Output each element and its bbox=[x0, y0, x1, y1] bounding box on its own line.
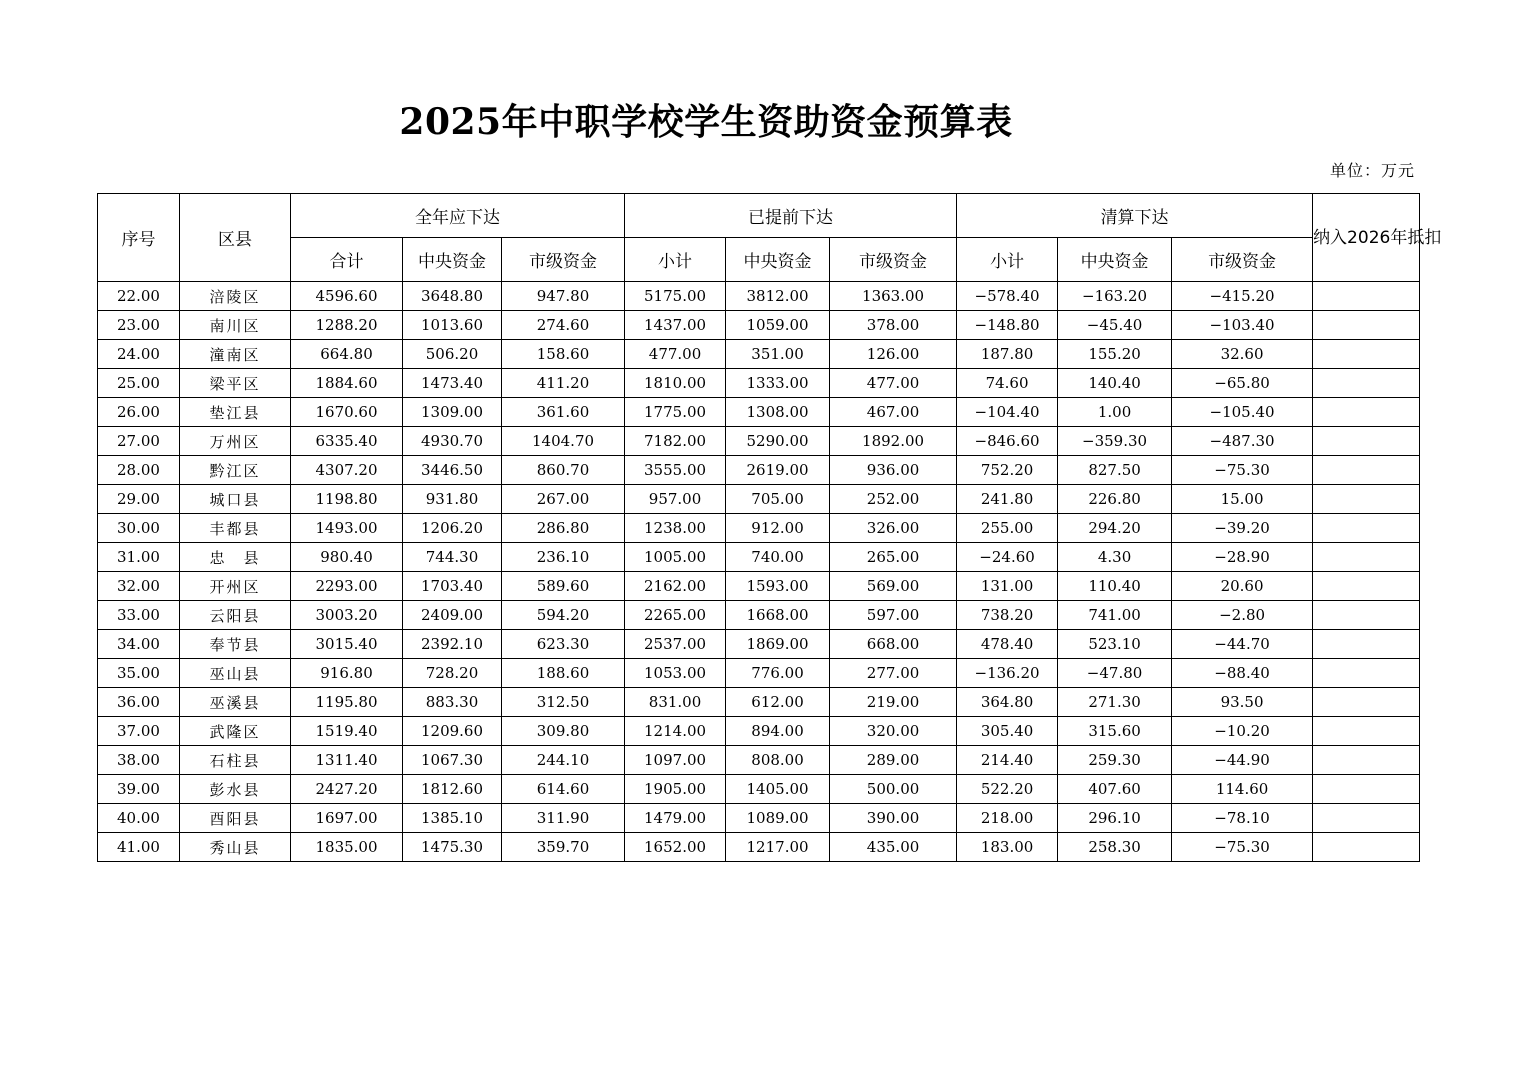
central-cell: 883.30 bbox=[403, 688, 502, 717]
district-cell: 万州区 bbox=[180, 427, 291, 456]
city-cell: 1892.00 bbox=[830, 427, 957, 456]
subtotal-cell: 957.00 bbox=[625, 485, 726, 514]
central-cell: −47.80 bbox=[1058, 659, 1172, 688]
subtotal-cell: 477.00 bbox=[625, 340, 726, 369]
city-cell: 597.00 bbox=[830, 601, 957, 630]
district-cell: 垫江县 bbox=[180, 398, 291, 427]
city-cell: 188.60 bbox=[502, 659, 625, 688]
district-cell: 涪陵区 bbox=[180, 282, 291, 311]
total-cell: 664.80 bbox=[291, 340, 403, 369]
central-cell: 827.50 bbox=[1058, 456, 1172, 485]
seq-cell: 25.00 bbox=[98, 369, 180, 398]
table-row bbox=[98, 804, 1420, 833]
central-cell: 2392.10 bbox=[403, 630, 502, 659]
total-cell: 916.80 bbox=[291, 659, 403, 688]
central-cell: 1812.60 bbox=[403, 775, 502, 804]
district-cell: 南川区 bbox=[180, 311, 291, 340]
central-cell: 4930.70 bbox=[403, 427, 502, 456]
subtotal-cell: 131.00 bbox=[957, 572, 1058, 601]
city-cell: 359.70 bbox=[502, 833, 625, 862]
subtotal-cell: −846.60 bbox=[957, 427, 1058, 456]
deduct-cell bbox=[1313, 398, 1420, 427]
district-cell: 丰都县 bbox=[180, 514, 291, 543]
central-cell: 705.00 bbox=[726, 485, 830, 514]
seq-cell: 39.00 bbox=[98, 775, 180, 804]
table-row bbox=[98, 572, 1420, 601]
total-cell: 980.40 bbox=[291, 543, 403, 572]
city-cell: −88.40 bbox=[1172, 659, 1313, 688]
district-cell: 潼南区 bbox=[180, 340, 291, 369]
central-cell: 259.30 bbox=[1058, 746, 1172, 775]
district-cell: 黔江区 bbox=[180, 456, 291, 485]
central-cell: 1.00 bbox=[1058, 398, 1172, 427]
city-cell: 311.90 bbox=[502, 804, 625, 833]
central-cell: 1473.40 bbox=[403, 369, 502, 398]
city-cell: 378.00 bbox=[830, 311, 957, 340]
table-row bbox=[98, 833, 1420, 862]
subtotal-cell: 183.00 bbox=[957, 833, 1058, 862]
central-cell: 1067.30 bbox=[403, 746, 502, 775]
city-cell: 326.00 bbox=[830, 514, 957, 543]
central-cell: 506.20 bbox=[403, 340, 502, 369]
table-row bbox=[98, 485, 1420, 514]
city-cell: 15.00 bbox=[1172, 485, 1313, 514]
city-cell: −65.80 bbox=[1172, 369, 1313, 398]
city-cell: 390.00 bbox=[830, 804, 957, 833]
total-cell: 4596.60 bbox=[291, 282, 403, 311]
deduct-cell bbox=[1313, 282, 1420, 311]
subtotal-cell: 1775.00 bbox=[625, 398, 726, 427]
subtotal-cell: 214.40 bbox=[957, 746, 1058, 775]
subtotal-cell: 5175.00 bbox=[625, 282, 726, 311]
district-cell: 秀山县 bbox=[180, 833, 291, 862]
city-cell: 594.20 bbox=[502, 601, 625, 630]
city-cell: 32.60 bbox=[1172, 340, 1313, 369]
seq-cell: 40.00 bbox=[98, 804, 180, 833]
subtotal-cell: 2265.00 bbox=[625, 601, 726, 630]
city-cell: 265.00 bbox=[830, 543, 957, 572]
city-cell: 860.70 bbox=[502, 456, 625, 485]
city-cell: 614.60 bbox=[502, 775, 625, 804]
city-cell: −78.10 bbox=[1172, 804, 1313, 833]
city-cell: 936.00 bbox=[830, 456, 957, 485]
city-cell: 252.00 bbox=[830, 485, 957, 514]
city-cell: 244.10 bbox=[502, 746, 625, 775]
subtotal-cell: 1005.00 bbox=[625, 543, 726, 572]
central-cell: 4.30 bbox=[1058, 543, 1172, 572]
subtotal-cell: 1810.00 bbox=[625, 369, 726, 398]
unit-label: 单位：万元 bbox=[1329, 161, 1415, 180]
deduct-cell bbox=[1313, 514, 1420, 543]
subtotal-cell: 2537.00 bbox=[625, 630, 726, 659]
central-cell: 1089.00 bbox=[726, 804, 830, 833]
city-cell: 309.80 bbox=[502, 717, 625, 746]
city-cell: −105.40 bbox=[1172, 398, 1313, 427]
seq-cell: 24.00 bbox=[98, 340, 180, 369]
district-cell: 巫山县 bbox=[180, 659, 291, 688]
central-cell: −359.30 bbox=[1058, 427, 1172, 456]
central-cell: 1385.10 bbox=[403, 804, 502, 833]
deduct-cell bbox=[1313, 311, 1420, 340]
district-cell: 忠 县 bbox=[180, 543, 291, 572]
header-central: 中央资金 bbox=[403, 238, 502, 282]
subtotal-cell: 1905.00 bbox=[625, 775, 726, 804]
total-cell: 1288.20 bbox=[291, 311, 403, 340]
city-cell: 1363.00 bbox=[830, 282, 957, 311]
central-cell: 296.10 bbox=[1058, 804, 1172, 833]
city-cell: 435.00 bbox=[830, 833, 957, 862]
header-city: 市级资金 bbox=[502, 238, 625, 282]
deduct-cell bbox=[1313, 601, 1420, 630]
table-row bbox=[98, 340, 1420, 369]
central-cell: 294.20 bbox=[1058, 514, 1172, 543]
central-cell: 155.20 bbox=[1058, 340, 1172, 369]
deduct-cell bbox=[1313, 717, 1420, 746]
central-cell: 728.20 bbox=[403, 659, 502, 688]
table-row bbox=[98, 746, 1420, 775]
city-cell: −103.40 bbox=[1172, 311, 1313, 340]
subtotal-cell: 3555.00 bbox=[625, 456, 726, 485]
district-cell: 城口县 bbox=[180, 485, 291, 514]
central-cell: 1217.00 bbox=[726, 833, 830, 862]
central-cell: 3446.50 bbox=[403, 456, 502, 485]
central-cell: 744.30 bbox=[403, 543, 502, 572]
deduct-cell bbox=[1313, 456, 1420, 485]
city-cell: 277.00 bbox=[830, 659, 957, 688]
total-cell: 1697.00 bbox=[291, 804, 403, 833]
district-cell: 巫溪县 bbox=[180, 688, 291, 717]
city-cell: 411.20 bbox=[502, 369, 625, 398]
total-cell: 3003.20 bbox=[291, 601, 403, 630]
central-cell: 407.60 bbox=[1058, 775, 1172, 804]
subtotal-cell: 218.00 bbox=[957, 804, 1058, 833]
district-cell: 云阳县 bbox=[180, 601, 291, 630]
deduct-cell bbox=[1313, 630, 1420, 659]
city-cell: 320.00 bbox=[830, 717, 957, 746]
table-row bbox=[98, 717, 1420, 746]
deduct-cell bbox=[1313, 659, 1420, 688]
city-cell: −75.30 bbox=[1172, 833, 1313, 862]
budget-table bbox=[97, 193, 1442, 862]
subtotal-cell: −136.20 bbox=[957, 659, 1058, 688]
city-cell: 1404.70 bbox=[502, 427, 625, 456]
subtotal-cell: 255.00 bbox=[957, 514, 1058, 543]
deduct-cell bbox=[1313, 543, 1420, 572]
table-row bbox=[98, 601, 1420, 630]
subtotal-cell: 364.80 bbox=[957, 688, 1058, 717]
central-cell: 894.00 bbox=[726, 717, 830, 746]
central-cell: 776.00 bbox=[726, 659, 830, 688]
district-cell: 武隆区 bbox=[180, 717, 291, 746]
deduct-cell bbox=[1313, 833, 1420, 862]
seq-cell: 31.00 bbox=[98, 543, 180, 572]
table-row bbox=[98, 543, 1420, 572]
district-cell: 酉阳县 bbox=[180, 804, 291, 833]
central-cell: 612.00 bbox=[726, 688, 830, 717]
table-row bbox=[98, 688, 1420, 717]
seq-cell: 38.00 bbox=[98, 746, 180, 775]
subtotal-cell: 74.60 bbox=[957, 369, 1058, 398]
header-seq: 序号 bbox=[98, 194, 180, 282]
total-cell: 1198.80 bbox=[291, 485, 403, 514]
city-cell: 589.60 bbox=[502, 572, 625, 601]
central-cell: 315.60 bbox=[1058, 717, 1172, 746]
city-cell: 114.60 bbox=[1172, 775, 1313, 804]
central-cell: 1333.00 bbox=[726, 369, 830, 398]
city-cell: −44.90 bbox=[1172, 746, 1313, 775]
central-cell: 1668.00 bbox=[726, 601, 830, 630]
city-cell: 947.80 bbox=[502, 282, 625, 311]
table-body bbox=[98, 282, 1420, 862]
header-subtotal: 小计 bbox=[625, 238, 726, 282]
central-cell: −163.20 bbox=[1058, 282, 1172, 311]
central-cell: 741.00 bbox=[1058, 601, 1172, 630]
city-cell: −2.80 bbox=[1172, 601, 1313, 630]
deduct-cell bbox=[1313, 340, 1420, 369]
central-cell: 351.00 bbox=[726, 340, 830, 369]
total-cell: 2293.00 bbox=[291, 572, 403, 601]
total-cell: 1670.60 bbox=[291, 398, 403, 427]
central-cell: 1059.00 bbox=[726, 311, 830, 340]
header-city: 市级资金 bbox=[830, 238, 957, 282]
city-cell: 500.00 bbox=[830, 775, 957, 804]
central-cell: 3648.80 bbox=[403, 282, 502, 311]
total-cell: 4307.20 bbox=[291, 456, 403, 485]
city-cell: 267.00 bbox=[502, 485, 625, 514]
subtotal-cell: 752.20 bbox=[957, 456, 1058, 485]
deduct-cell bbox=[1313, 369, 1420, 398]
seq-cell: 29.00 bbox=[98, 485, 180, 514]
city-cell: 361.60 bbox=[502, 398, 625, 427]
central-cell: 523.10 bbox=[1058, 630, 1172, 659]
total-cell: 3015.40 bbox=[291, 630, 403, 659]
central-cell: 1703.40 bbox=[403, 572, 502, 601]
central-cell: 110.40 bbox=[1058, 572, 1172, 601]
table-row bbox=[98, 369, 1420, 398]
central-cell: 740.00 bbox=[726, 543, 830, 572]
table-row bbox=[98, 398, 1420, 427]
seq-cell: 32.00 bbox=[98, 572, 180, 601]
city-cell: 219.00 bbox=[830, 688, 957, 717]
central-cell: 226.80 bbox=[1058, 485, 1172, 514]
subtotal-cell: 241.80 bbox=[957, 485, 1058, 514]
city-cell: −487.30 bbox=[1172, 427, 1313, 456]
seq-cell: 41.00 bbox=[98, 833, 180, 862]
subtotal-cell: −148.80 bbox=[957, 311, 1058, 340]
header-settle: 清算下达 bbox=[957, 194, 1313, 238]
central-cell: 258.30 bbox=[1058, 833, 1172, 862]
district-cell: 彭水县 bbox=[180, 775, 291, 804]
table-row bbox=[98, 456, 1420, 485]
central-cell: 1013.60 bbox=[403, 311, 502, 340]
seq-cell: 34.00 bbox=[98, 630, 180, 659]
page-title: 2025年中职学校学生资助资金预算表 bbox=[399, 101, 1013, 143]
subtotal-cell: −24.60 bbox=[957, 543, 1058, 572]
central-cell: 1309.00 bbox=[403, 398, 502, 427]
seq-cell: 22.00 bbox=[98, 282, 180, 311]
header-district: 区县 bbox=[180, 194, 291, 282]
city-cell: 668.00 bbox=[830, 630, 957, 659]
city-cell: 20.60 bbox=[1172, 572, 1313, 601]
header-deduct: 纳入2026年抵扣 bbox=[1313, 194, 1420, 282]
district-cell: 梁平区 bbox=[180, 369, 291, 398]
table-row bbox=[98, 514, 1420, 543]
table-row bbox=[98, 311, 1420, 340]
city-cell: 569.00 bbox=[830, 572, 957, 601]
subtotal-cell: 7182.00 bbox=[625, 427, 726, 456]
subtotal-cell: 1214.00 bbox=[625, 717, 726, 746]
central-cell: 3812.00 bbox=[726, 282, 830, 311]
central-cell: 2409.00 bbox=[403, 601, 502, 630]
header-annual: 全年应下达 bbox=[291, 194, 625, 238]
seq-cell: 35.00 bbox=[98, 659, 180, 688]
subtotal-cell: −578.40 bbox=[957, 282, 1058, 311]
city-cell: 126.00 bbox=[830, 340, 957, 369]
table-row bbox=[98, 659, 1420, 688]
subtotal-cell: 1053.00 bbox=[625, 659, 726, 688]
total-cell: 2427.20 bbox=[291, 775, 403, 804]
central-cell: 1475.30 bbox=[403, 833, 502, 862]
deduct-cell bbox=[1313, 485, 1420, 514]
seq-cell: 33.00 bbox=[98, 601, 180, 630]
total-cell: 1195.80 bbox=[291, 688, 403, 717]
seq-cell: 37.00 bbox=[98, 717, 180, 746]
district-cell: 开州区 bbox=[180, 572, 291, 601]
subtotal-cell: 1097.00 bbox=[625, 746, 726, 775]
central-cell: 1206.20 bbox=[403, 514, 502, 543]
header-subtotal: 小计 bbox=[957, 238, 1058, 282]
deduct-cell bbox=[1313, 688, 1420, 717]
central-cell: 912.00 bbox=[726, 514, 830, 543]
seq-cell: 28.00 bbox=[98, 456, 180, 485]
subtotal-cell: 1479.00 bbox=[625, 804, 726, 833]
subtotal-cell: 738.20 bbox=[957, 601, 1058, 630]
table-row bbox=[98, 282, 1420, 311]
subtotal-cell: 305.40 bbox=[957, 717, 1058, 746]
central-cell: 931.80 bbox=[403, 485, 502, 514]
city-cell: −75.30 bbox=[1172, 456, 1313, 485]
city-cell: 236.10 bbox=[502, 543, 625, 572]
deduct-cell bbox=[1313, 775, 1420, 804]
city-cell: −39.20 bbox=[1172, 514, 1313, 543]
city-cell: 158.60 bbox=[502, 340, 625, 369]
table-row bbox=[98, 630, 1420, 659]
table-row bbox=[98, 427, 1420, 456]
deduct-cell bbox=[1313, 804, 1420, 833]
city-cell: 623.30 bbox=[502, 630, 625, 659]
subtotal-cell: 478.40 bbox=[957, 630, 1058, 659]
total-cell: 6335.40 bbox=[291, 427, 403, 456]
subtotal-cell: 522.20 bbox=[957, 775, 1058, 804]
total-cell: 1519.40 bbox=[291, 717, 403, 746]
header-advance: 已提前下达 bbox=[625, 194, 957, 238]
city-cell: 312.50 bbox=[502, 688, 625, 717]
header-total: 合计 bbox=[291, 238, 403, 282]
subtotal-cell: 831.00 bbox=[625, 688, 726, 717]
city-cell: −10.20 bbox=[1172, 717, 1313, 746]
city-cell: 289.00 bbox=[830, 746, 957, 775]
city-cell: −44.70 bbox=[1172, 630, 1313, 659]
table-row bbox=[98, 775, 1420, 804]
subtotal-cell: 1652.00 bbox=[625, 833, 726, 862]
central-cell: 1869.00 bbox=[726, 630, 830, 659]
city-cell: 467.00 bbox=[830, 398, 957, 427]
subtotal-cell: −104.40 bbox=[957, 398, 1058, 427]
deduct-cell bbox=[1313, 746, 1420, 775]
total-cell: 1311.40 bbox=[291, 746, 403, 775]
central-cell: 1308.00 bbox=[726, 398, 830, 427]
seq-cell: 27.00 bbox=[98, 427, 180, 456]
total-cell: 1493.00 bbox=[291, 514, 403, 543]
central-cell: 1593.00 bbox=[726, 572, 830, 601]
subtotal-cell: 2162.00 bbox=[625, 572, 726, 601]
central-cell: 1209.60 bbox=[403, 717, 502, 746]
district-cell: 奉节县 bbox=[180, 630, 291, 659]
total-cell: 1835.00 bbox=[291, 833, 403, 862]
seq-cell: 23.00 bbox=[98, 311, 180, 340]
deduct-cell bbox=[1313, 427, 1420, 456]
seq-cell: 26.00 bbox=[98, 398, 180, 427]
city-cell: 93.50 bbox=[1172, 688, 1313, 717]
total-cell: 1884.60 bbox=[291, 369, 403, 398]
city-cell: 477.00 bbox=[830, 369, 957, 398]
subtotal-cell: 1238.00 bbox=[625, 514, 726, 543]
district-cell: 石柱县 bbox=[180, 746, 291, 775]
subtotal-cell: 1437.00 bbox=[625, 311, 726, 340]
seq-cell: 30.00 bbox=[98, 514, 180, 543]
central-cell: −45.40 bbox=[1058, 311, 1172, 340]
city-cell: −28.90 bbox=[1172, 543, 1313, 572]
central-cell: 271.30 bbox=[1058, 688, 1172, 717]
subtotal-cell: 187.80 bbox=[957, 340, 1058, 369]
city-cell: 274.60 bbox=[502, 311, 625, 340]
central-cell: 1405.00 bbox=[726, 775, 830, 804]
city-cell: 286.80 bbox=[502, 514, 625, 543]
seq-cell: 36.00 bbox=[98, 688, 180, 717]
central-cell: 140.40 bbox=[1058, 369, 1172, 398]
header-city: 市级资金 bbox=[1172, 238, 1313, 282]
central-cell: 5290.00 bbox=[726, 427, 830, 456]
city-cell: −415.20 bbox=[1172, 282, 1313, 311]
header-central: 中央资金 bbox=[726, 238, 830, 282]
central-cell: 2619.00 bbox=[726, 456, 830, 485]
deduct-cell bbox=[1313, 572, 1420, 601]
central-cell: 808.00 bbox=[726, 746, 830, 775]
header-central: 中央资金 bbox=[1058, 238, 1172, 282]
